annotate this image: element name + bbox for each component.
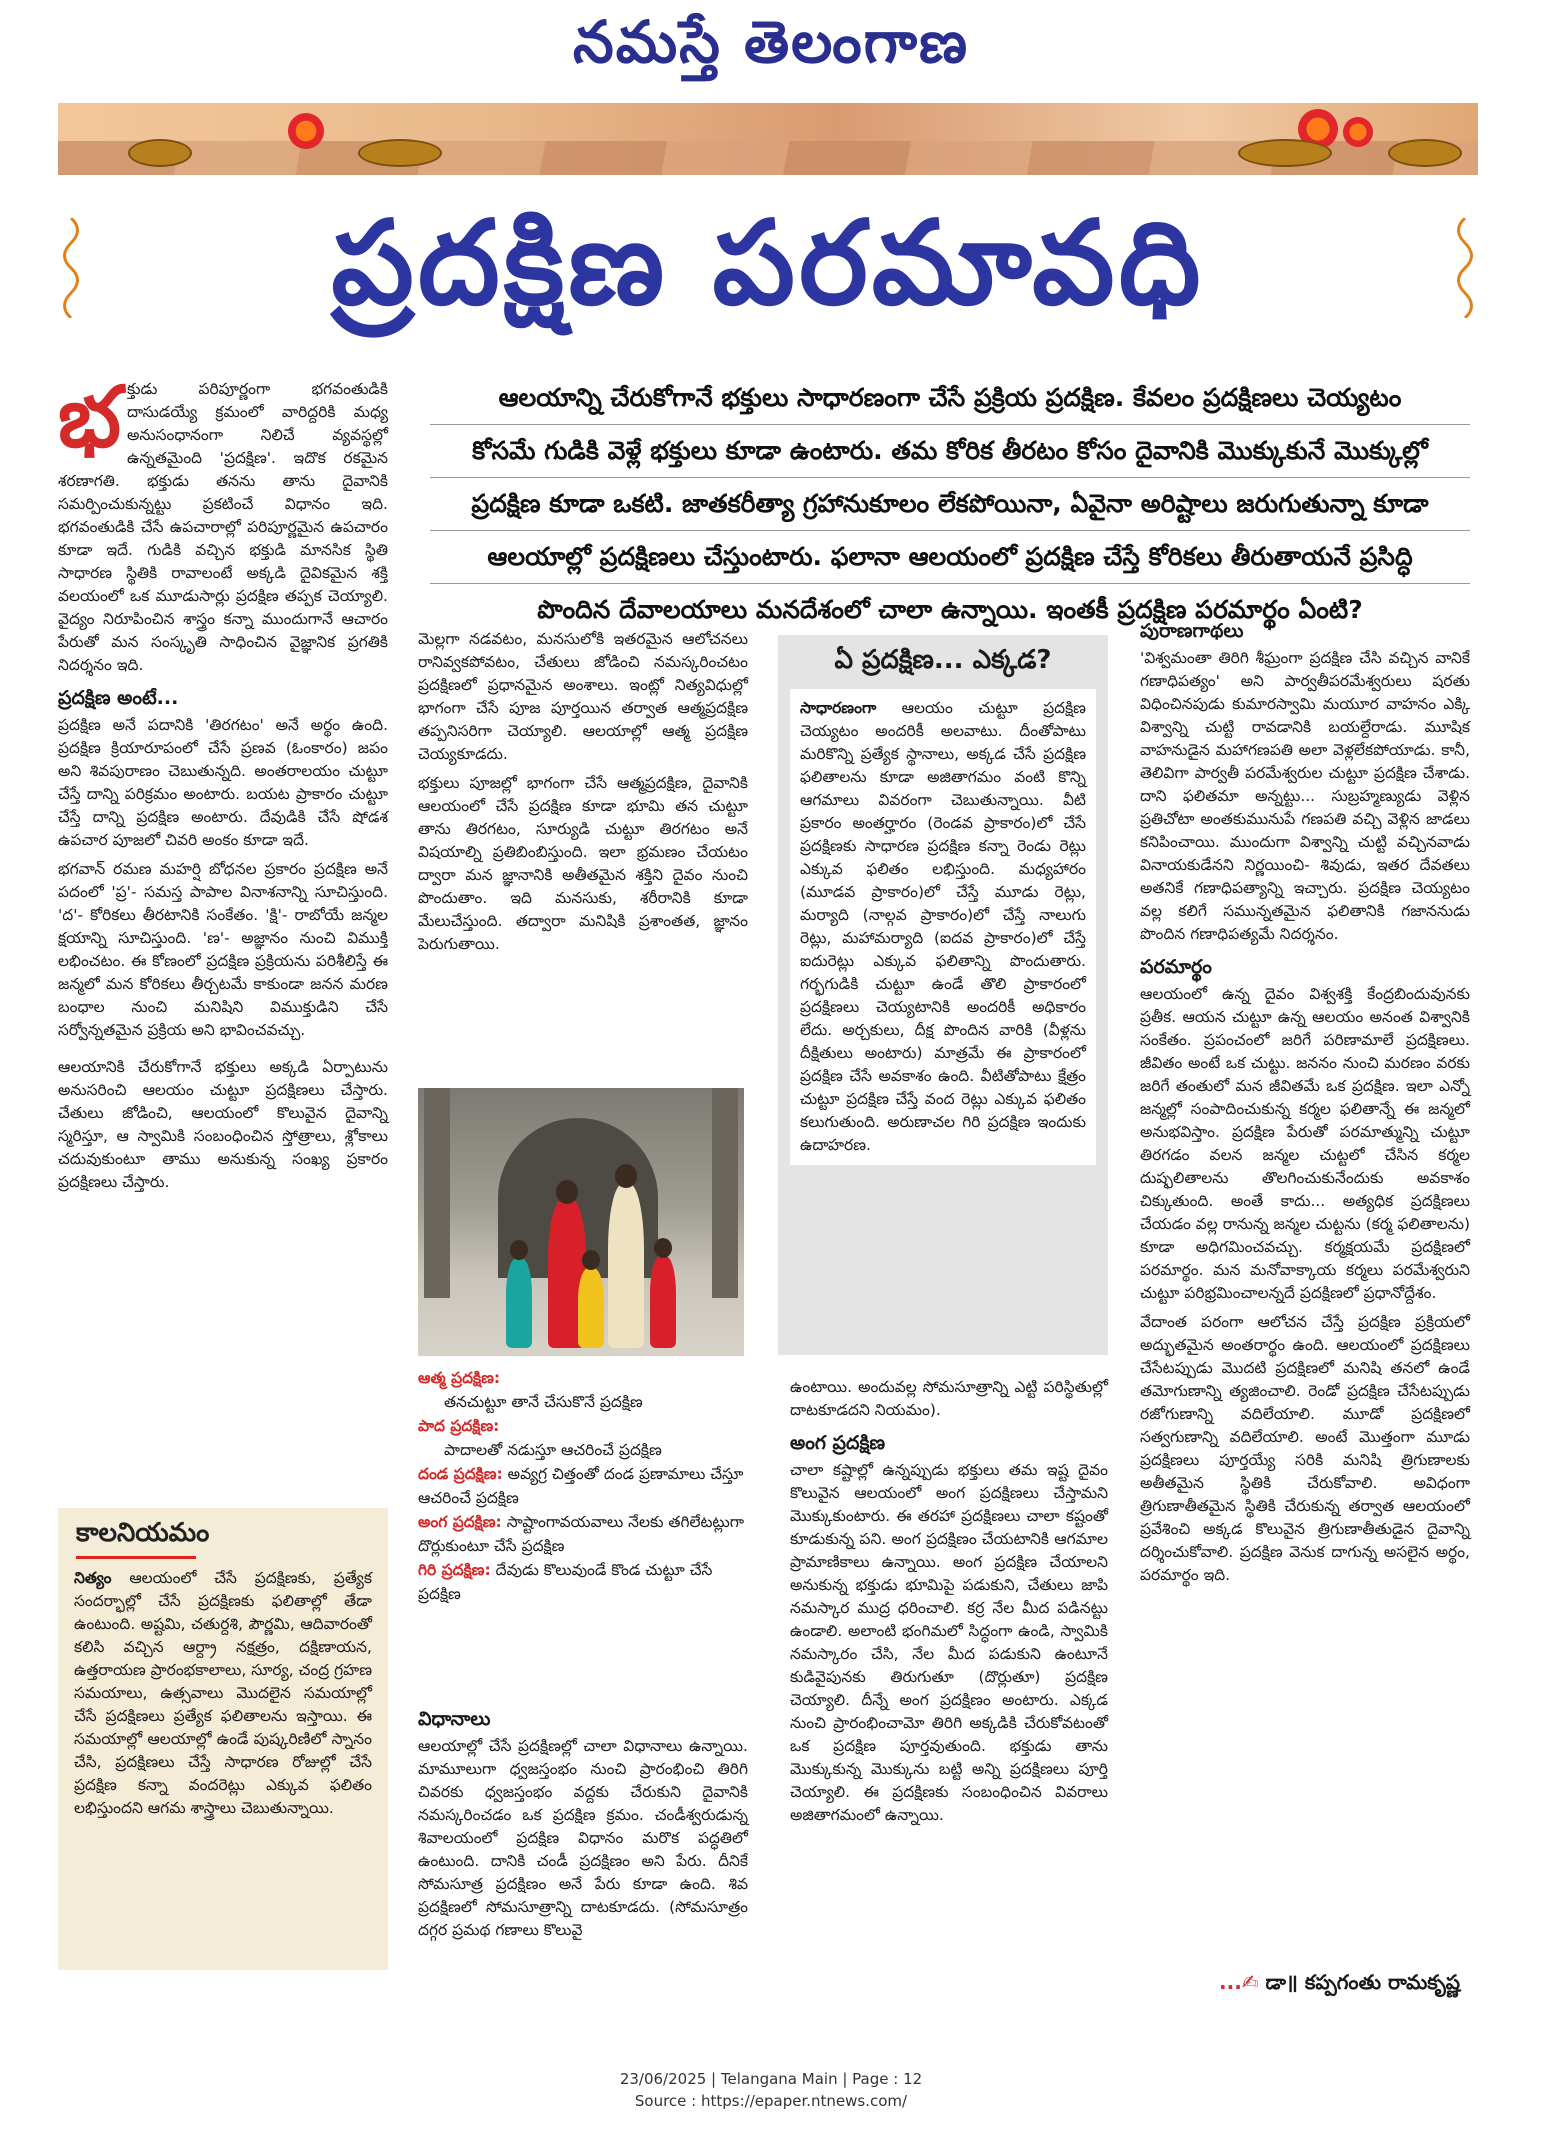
subhead-pradakshina-ante: ప్రదక్షిణ అంటే...	[58, 687, 179, 709]
byline	[1140, 1970, 1460, 1999]
type-item: దండ ప్రదక్షిణ: అవ్యగ్ర చిత్తంతో దండ ప్రణామాలు చేస్తూ ఆచరించే ప్రదక్షిణ	[418, 1465, 744, 1507]
masthead: నమస్తే తెలంగాణ	[573, 8, 969, 76]
column-2	[418, 628, 748, 962]
paragraph: ఆలయానికి చేరుకోగానే భక్తులు అక్కడి ఏర్పాటును అనుసరించి ఆలయం చుట్టూ ప్రదక్షిణలు చేస్తారు. చేతులు జోడించి, ఆలయంలో కొలువైన దైవాన్ని స్మరిస్తూ, ఆ స్వామికి సంబంధించిన స్తోత్రాలు, శ్లోకాలు చదువుకుంటూ తాము అనుకున్న సంఖ్య ప్రకారం ప్రదక్షిణలు చేస్తారు.	[58, 1058, 388, 1191]
type-item: అంగ ప్రదక్షిణ: సాష్టాంగావయవాలు నేలకు తగిలేటట్లుగా దొర్లుకుంటూ చేసే ప్రదక్షిణ	[418, 1513, 745, 1555]
footer	[0, 2068, 1542, 2112]
ornament-left-icon	[58, 218, 84, 318]
ee-pradakshina-title: ఏ ప్రదక్షిణ... ఎక్కడ?	[834, 645, 1052, 675]
column-3	[790, 1376, 1108, 1833]
headline-block	[58, 188, 1478, 338]
lede-line: ఆలయాల్లో ప్రదక్షిణలు చేస్తుంటారు. ఫలానా ఆలయంలో ప్రదక్షిణ చేస్తే కోరికలు తీరుతాయనే ప్రసిద్ధి	[430, 531, 1470, 584]
lede-line: పొందిన దేవాలయాలు మనదేశంలో చాలా ఉన్నాయి. ఇంతకీ ప్రదక్షిణ పరమార్థం ఏంటి?	[537, 595, 1363, 624]
intro-paragraph: క్తుడు పరిపూర్ణంగా భగవంతుడికి దాసుడయ్యే క్రమంలో వారిద్దరికి మధ్య అనుసంధానంగా నిలిచే వ్యవస్థల్లో ఉన్నతమైంది 'ప్రదక్షిణ'. ఇదొక రకమైన శరణాగతి. భక్తుడు తనను తాను దైవానికి సమర్పించుకున్నట్టు ప్రకటించే విధానం ఇది. భగవంతుడికి చేసే ఉపచారాల్లో పరిపూర్ణమైన ఉపచారం కూడా ఇదే. గుడికి వచ్చిన భక్తుడి మానసిక స్థితి సాధారణ స్థితికి రావాలంటే అక్కడి దైవికమైన శక్తి వలయంలో ఒక మూడుసార్లు ప్రదక్షిణ తప్పక చెయ్యాలి. వైద్యం నిరూపించిన శాస్త్రం కన్నా ముందుగానే ఆచారం పేరుతో మన సంస్కృతి సాధించిన వైజ్ఞానిక ప్రగతికి నిదర్శనం ఇది.	[58, 380, 388, 674]
paragraph: వేదాంత పరంగా ఆలోచన చేస్తే ప్రదక్షిణ ప్రక్రియలో అద్భుతమైన అంతరార్థం ఉంది. ఆలయంలో ప్రదక్షిణలు చేసేటప్పుడు మొదటి ప్రదక్షిణలో మనిషి తనలో ఉండే తమోగుణాన్ని త్యజించాలి. రెండో ప్రదక్షిణ చేసేటప్పుడు రజోగుణాన్ని వదిలేయాలి. మూడో ప్రదక్షిణలో సత్వగుణాన్ని వదిలేయాలి. అంటే మొత్తంగా మూడు ప్రదక్షిణలు పూర్తయ్యే సరికి మనిషి త్రిగుణాలకు అతీతమైన స్థితికి చేరుకోవాలి. అవిధంగా త్రిగుణాతీతమైన స్థితికి చేరుకున్న తర్వాత ఆలయంలో ప్రవేశించి అక్కడ కొలువైన త్రిగుణాతీతుడైన దైవాన్ని దర్శించుకోవాలి. ప్రదక్షిణ వెనుక దాగున్న అసలైన అర్థం, పరమార్థం ఇది.	[1140, 1313, 1470, 1584]
kalaniyamam-text: ఆలయంలో చేసే ప్రదక్షిణకు, ప్రత్యేక సందర్భాల్లో చేసే ప్రదక్షిణకు ఫలితాల్లో తేడా ఉంటుంది. అష్టమి, చతుర్దశి, పౌర్ణమి, ఆదివారంతో కలిసి వచ్చిన ఆర్ద్రా నక్షత్రం, దక్షిణాయన, ఉత్తరాయణ ప్రారంభకాలాలు, సూర్య, చంద్ర గ్రహణ సమయాలు, ఉత్సవాలు మొదలైన సమయాల్లో చేసే ప్రదక్షిణలు ప్రత్యేక ఫలితాలను ఇస్తాయి. ఈ సమయాల్లో ఆలయాల్లో ఉండే పుష్కరిణిలో స్నానం చేసి, ప్రదక్షిణలు చేస్తే సాధారణ రోజుల్లో చేసే ప్రదక్షిణ కన్నా వందరెట్లు ఎక్కువ ఫలితం లభిస్తుందని ఆగమ శాస్త్రాలు చెబుతున్నాయి.	[74, 1569, 372, 1817]
dropcap: భ	[58, 367, 122, 466]
ee-pradakshina-text: ఆలయం చుట్టూ ప్రదక్షిణ చెయ్యటం అందరికీ అలవాటు. దీంతోపాటు మరికొన్ని ప్రత్యేక స్థానాలు, అక్కడ చేసే ప్రదక్షిణ ఫలితాలను కూడా అజితాగమం వంటి కొన్ని ఆగమాలు వివరంగా చెబుతున్నాయి. వీటి ప్రకారం అంతర్హారం (రెండవ ప్రాకారం)లో చేసే ప్రదక్షిణకు సాధారణ ప్రదక్షిణ కన్నా రెండు రెట్లు ఎక్కువ ఫలితం లభిస్తుంది. మధ్యహారం (మూడవ ప్రాకారం)లో చేస్తే మూడు రెట్లు, మర్యాది (నాల్గవ ప్రాకారం)లో చేస్తే నాలుగు రెట్లు, మహామర్యాది (ఐదవ ప్రాకారం)లో చేస్తే ఐదురెట్లు ఎక్కువ ఫలితాన్ని పొందుతారు. గర్భగుడికి చుట్టూ ఉండే తొలి ప్రాకారంలో ప్రదక్షిణలు చెయ్యటానికి అందరికీ అధికారం లేదు. అర్చకులు, దీక్ష పొందిన వారికి (వీళ్లను దీక్షితులు అంటారు) మాత్రమే ఈ ప్రాకారంలో ప్రదక్షిణ చేసే అవకాశం ఉంది. వీటితోపాటు క్షేత్రం చుట్టూ ప్రదక్షిణ చేస్తే వంద రెట్లు ఎక్కువ ఫలితం కలుగుతుంది. అరుణాచల గిరి ప్రదక్షిణ ఇందుకు ఉదాహరణ.	[800, 699, 1086, 1154]
ee-pradakshina-lead: సాధారణంగా	[800, 699, 877, 717]
type-item: ఆత్మ ప్రదక్షిణ: తనచుట్టూ తానే చేసుకొనే ప్రదక్షిణ	[418, 1369, 643, 1411]
subhead-paramartham: పరమార్థం	[1140, 956, 1212, 978]
pradakshina-types-list	[418, 1366, 748, 1606]
paragraph: ఆలయంలో ఉన్న దైవం విశ్వశక్తి కేంద్రబిందువునకు ప్రతీక. ఆయన చుట్టూ ఉన్న ఆలయం అనంత విశ్వానికి సంకేతం. ప్రపంచంలో జరిగే పరిణామాలే ప్రదక్షిణలు. జీవితం అంటే ఒక చుట్టు. జననం నుంచి మరణం వరకు జరిగే తంతులో మన జీవితమే ఒక ప్రదక్షిణ. ఇలా ఎన్నో జన్మల్లో సంపాదించుకున్న కర్మల ఫలితాన్నే ఈ జన్మలో అనుభవిస్తాం. ప్రదక్షిణ పేరుతో పరమాత్మున్ని చుట్టూ తిరగడం వలన జన్మల చుట్టలో చేసిన కర్మల దుష్ఫలితాలను తొలగించుకునేందుకు అవకాశం చిక్కుతుంది. అంతే కాదు... అత్యధిక ప్రదక్షిణలు చేయడం వల్ల రానున్న జన్మల చుట్టను (కర్మ ఫలితాలను) కూడా అధిగమించవచ్చు. కర్మక్షయమే ప్రదక్షిణలో పరమార్థం. మన మనోవాక్కాయ కర్మలు పరమేశ్వరుని చుట్టూ పరిభ్రమించాలన్నదే ప్రదక్షిణలో ప్రధానోద్దేశం.	[1140, 985, 1470, 1302]
lede-line: ప్రదక్షిణ కూడా ఒకటి. జాతకరీత్యా గ్రహానుకూలం లేకపోయినా, ఏవైనా అరిష్టాలు జరుగుతున్నా కూడా	[430, 478, 1470, 531]
kalaniyamam-lead: నిత్యం	[74, 1569, 112, 1587]
column-2-lower	[418, 1698, 748, 1948]
author-name: డా॥ కప్పగంతు రామకృష్ణ	[1265, 1970, 1460, 1994]
column-4	[1140, 620, 1470, 1593]
column-1	[58, 367, 388, 1200]
paragraph: ఆలయాల్లో చేసే ప్రదక్షిణల్లో చాలా విధానాలు ఉన్నాయి. మామూలుగా ధ్వజస్తంభం నుంచి ప్రారంభించి తిరిగి చివరకు ధ్వజస్తంభం వద్దకు చేరుకుని దైవానికి నమస్కరించడం ఒక ప్రదక్షిణ క్రమం. చండీశ్వరుడున్న శివాలయంలో ప్రదక్షిణ విధానం మరొక పద్ధతిలో ఉంటుంది. దానికి చండీ ప్రదక్షిణం అని పేరు. దీనికే సోమసూత్ర ప్రదక్షిణం అనే పేరు కూడా ఉంది. శివ ప్రదక్షిణలో సోమసూత్రాన్ని దాటకూడదు. (సోమసూత్రం దగ్గర ప్రమథ గణాలు కొలువై	[418, 1737, 748, 1939]
lede	[430, 372, 1470, 636]
paragraph: భక్తులు పూజల్లో భాగంగా చేసే ఆత్మప్రదక్షిణ, దైవానికి ఆలయంలో చేసే ప్రదక్షిణ కూడా భూమి తన చుట్టూ తాను తిరగటం, సూర్యుడి చుట్టూ తిరగటం అనే విషయాల్ని ప్రతిబింబిస్తుంది. ఇలా భ్రమణం చేయటం ద్వారా మన జ్ఞానానికి అతీతమైన శక్తిని దైవం నుంచి పొందుతాం. ఇది మనసుకు, శరీరానికి కూడా మేలుచేస్తుంది. తద్వారా మనిషికి ప్రశాంతత, జ్ఞానం పెరుగుతాయి.	[418, 774, 748, 953]
ee-pradakshina-box	[778, 635, 1108, 1355]
footer-date-page: 23/06/2025 | Telangana Main | Page : 12	[619, 2070, 923, 2088]
subhead-puranagathalu: పురాణగాథలు	[1140, 620, 1244, 642]
paragraph: భగవాన్ రమణ మహర్షి బోధనల ప్రకారం ప్రదక్షిణ అనే పదంలో 'ప్ర'- సమస్త పాపాల వినాశనాన్ని సూచిస్తుంది. 'ద'- కోరికలు తీరటానికి సంకేతం. 'క్షి'- రాబోయే జన్మల క్షయాన్ని సూచిస్తుంది. 'ణ'- అజ్ఞానం నుంచి విముక్తి లభించటం. ఈ కోణంలో ప్రదక్షిణ ప్రక్రియను పరిశీలిస్తే ఈ జన్మలో మన కోరికలు తీర్చటమే కాకుండా జనన మరణ బంధాల నుంచి మనిషిని విముక్తుడిని చేసే సర్వోన్నతమైన ప్రక్రియ అని భావించవచ్చు.	[58, 860, 388, 1039]
footer-source: Source : https://epaper.ntnews.com/	[634, 2092, 908, 2110]
paragraph: ఉంటాయి. అందువల్ల సోమసూత్రాన్ని ఎట్టి పరిస్థితుల్లో దాటకూడదని నియమం).	[790, 1378, 1108, 1419]
family-temple-photo	[418, 1088, 744, 1356]
ornament-right-icon	[1452, 218, 1478, 318]
paragraph: చాలా కష్టాల్లో ఉన్నప్పుడు భక్తులు తమ ఇష్ట దైవం కొలువైన ఆలయంలో అంగ ప్రదక్షిణలు చేస్తామని మొక్కుకుంటారు. ఈ తరహా ప్రదక్షిణలు చాలా కష్టంతో కూడుకున్న పని. అంగ ప్రదక్షిణం చేయటానికి ఆగమాల ప్రామాణికాలు ఉన్నాయి. అంగ ప్రదక్షిణ చేయాలని అనుకున్న భక్తుడు భూమిపై పడుకుని, చేతులు జాపి నమస్కార ముద్ర ధరించాలి. కర్ర నేల మీద పడినట్టు ఉండాలి. అలాంటి భంగిమలో సిద్ధంగా ఉండి, స్వామికి నమస్కారం చేసి, నేల మీద పడుకుని ఉంటూనే కుడివైపునకు తిరుగుతూ (దొర్లుతూ) ప్రదక్షిణ చెయ్యాలి. దీన్నే అంగ ప్రదక్షిణం అంటారు. ఎక్కడ నుంచి ప్రారంభించామో తిరిగి అక్కడికి చేరుకోవటంతో ఒక ప్రదక్షిణ పూర్తవుతుంది. భక్తుడు తాను మొక్కుకున్న మొక్కును బట్టి అన్ని ప్రదక్షిణలు పూర్తి చెయ్యాలి. ఈ ప్రదక్షిణకు సంబంధించిన వివరాలు అజితాగమంలో ఉన్నాయి.	[790, 1461, 1108, 1824]
type-item: గిరి ప్రదక్షిణ: దేవుడు కొలువుండే కొండ చుట్టూ చేసే ప్రదక్షిణ	[418, 1561, 713, 1603]
paragraph: 'విశ్వమంతా తిరిగి శీఘ్రంగా ప్రదక్షిణ చేసి వచ్చిన వానికే గణాధిపత్యం' అని పార్వతీపరమేశ్వరులు షరతు విధించినపుడు కుమారస్వామి మయూర వాహనం ఎక్కి విశ్వాన్ని చుట్టి రావడానికి బయల్దేరాడు. మూషిక వాహనుడైన మహాగణపతి అలా వెళ్లలేకపోయాడు. కానీ, తెలివిగా పార్వతీ పరమేశ్వరుల చుట్టూ ప్రదక్షిణ చేశాడు. దాని ఫలితమా అన్నట్టు... సుబ్రహ్మణ్యుడు వెళ్లిన ప్రతిచోటా అంతకుమునుపే గణపతి వచ్చి వెళ్లిన జాడలు కనిపించాయి. ముందుగా విశ్వాన్ని చుట్టి వచ్చినవాడు వినాయకుడేనని నిర్ణయించి- శివుడు, ఇతర దేవతలు అతనికే గణాధిపత్యాన్ని ఇచ్చారు. ప్రదక్షిణ చెయ్యటం వల్ల కలిగే సమున్నతమైన ఫలితానికి గజాననుడు పొందిన గణాధిపత్యమే నిదర్శనం.	[1140, 649, 1470, 943]
headline: ప్రదక్షిణ పరమావధి	[331, 195, 1205, 331]
paragraph: మెల్లగా నడవటం, మనసులోకి ఇతరమైన ఆలోచనలు రానివ్వకపోవటం, చేతులు జోడించి నమస్కరించటం ప్రదక్షిణలో ప్రధానమైన అంశాలు. ఇంట్లో నిత్యవిధుల్లో భాగంగా చేసే పూజ పూర్తయిన తర్వాత ఆత్మప్రదక్షిణ తప్పనిసరిగా చెయ్యాలి. ఆలయాల్లో ఆత్మ ప్రదక్షిణ చెయ్యకూడదు.	[418, 630, 748, 763]
paragraph: ప్రదక్షిణ అనే పదానికి 'తిరగటం' అనే అర్థం ఉంది. ప్రదక్షిణ క్రియారూపంలో చేసే ప్రణవ (ఓంకారం) జపం అని శివపురాణం చెబుతున్నది. అంతరాలయం చుట్టూ చేస్తే దాన్ని పరిక్రమం అంటారు. బయట ప్రాకారం చుట్టూ చేస్తే దాన్ని ప్రదక్షిణ అంటారు. దేవుడికి చేసే షోడశ ఉపచార పూజలో చివరి అంకం కూడా ఇదే.	[58, 716, 388, 849]
banner-image	[58, 103, 1478, 175]
kalaniyamam-title: కాలనియమం	[76, 1518, 210, 1548]
type-item: పాద ప్రదక్షిణ: పాదాలతో నడుస్తూ ఆచరించే ప్రదక్షిణ	[418, 1417, 662, 1459]
pen-icon: ...✍	[1219, 1970, 1259, 1994]
lede-line: ఆలయాన్ని చేరుకోగానే భక్తులు సాధారణంగా చేసే ప్రక్రియ ప్రదక్షిణ. కేవలం ప్రదక్షిణలు చెయ్యటం	[430, 372, 1470, 425]
lede-line: కోసమే గుడికి వెళ్లే భక్తులు కూడా ఉంటారు. తమ కోరిక తీరటం కోసం దైవానికి మొక్కుకునే మొక్కుల్లో	[430, 425, 1470, 478]
subhead-anga-pradakshina: అంగ ప్రదక్షిణ	[790, 1432, 886, 1454]
kalaniyamam-box	[58, 1508, 388, 1970]
subhead-vidhanalu: విధానాలు	[418, 1708, 491, 1730]
